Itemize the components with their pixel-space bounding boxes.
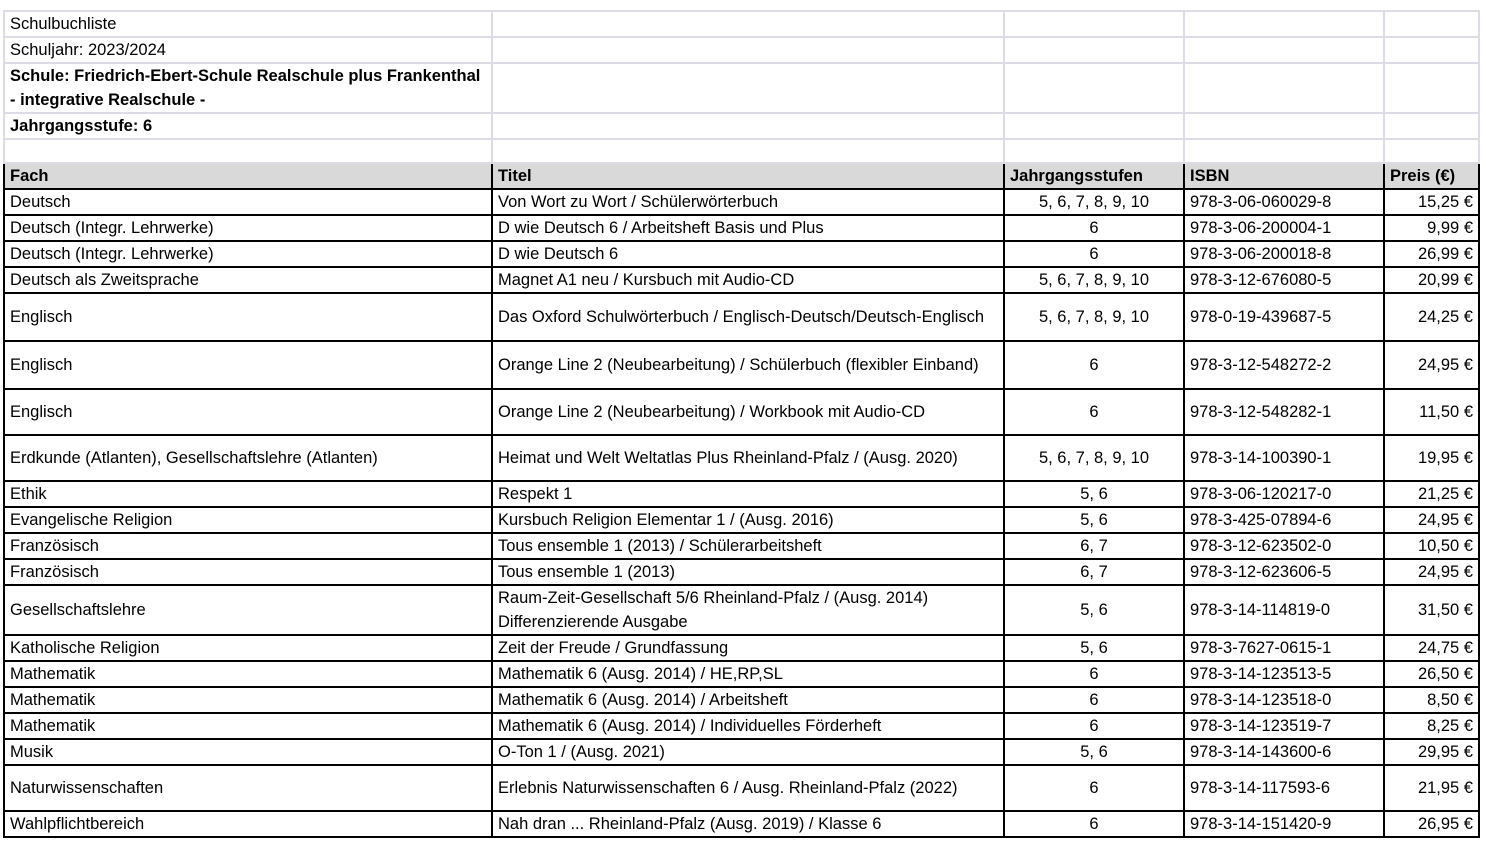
table-row xyxy=(4,687,1479,713)
cell-titel: Mathematik 6 (Ausg. 2014) / HE,RP,SL xyxy=(492,661,1004,687)
table-row xyxy=(4,739,1479,765)
cell-fach: Englisch xyxy=(4,341,492,389)
cell-titel: Raum-Zeit-Gesellschaft 5/6 Rheinland-Pfalz / (Ausg. 2014) Differenzierende Ausgabe xyxy=(492,585,1004,635)
table-row xyxy=(4,635,1479,661)
cell-jahrgang: 5, 6, 7, 8, 9, 10 xyxy=(1004,189,1184,215)
cell-preis: 21,25 € xyxy=(1384,481,1479,507)
cell-fach: Englisch xyxy=(4,293,492,341)
cell-isbn: 978-3-14-123518-0 xyxy=(1184,687,1384,713)
table-row xyxy=(4,267,1479,293)
cell-isbn: 978-3-14-143600-6 xyxy=(1184,739,1384,765)
meta-row-school xyxy=(4,63,1479,113)
cell-preis: 11,50 € xyxy=(1384,389,1479,435)
meta-row-grade xyxy=(4,113,1479,139)
table-row xyxy=(4,241,1479,267)
cell-preis: 24,75 € xyxy=(1384,635,1479,661)
list-title: Schulbuchliste xyxy=(4,11,492,37)
cell-isbn: 978-3-06-120217-0 xyxy=(1184,481,1384,507)
cell-jahrgang: 6 xyxy=(1004,341,1184,389)
header-isbn: ISBN xyxy=(1184,163,1384,189)
cell-preis: 24,95 € xyxy=(1384,507,1479,533)
cell-titel: Nah dran ... Rheinland-Pfalz (Ausg. 2019) / Klasse 6 xyxy=(492,811,1004,837)
cell-preis: 24,25 € xyxy=(1384,293,1479,341)
table-row xyxy=(4,293,1479,341)
table-row xyxy=(4,435,1479,481)
cell-preis: 29,95 € xyxy=(1384,739,1479,765)
cell-fach: Französisch xyxy=(4,533,492,559)
cell-preis: 24,95 € xyxy=(1384,341,1479,389)
cell-jahrgang: 5, 6 xyxy=(1004,507,1184,533)
cell-preis: 15,25 € xyxy=(1384,189,1479,215)
table-row xyxy=(4,713,1479,739)
cell-fach: Englisch xyxy=(4,389,492,435)
cell-fach: Deutsch xyxy=(4,189,492,215)
cell-fach: Französisch xyxy=(4,559,492,585)
cell-preis: 26,95 € xyxy=(1384,811,1479,837)
cell-jahrgang: 5, 6, 7, 8, 9, 10 xyxy=(1004,435,1184,481)
cell-fach: Gesellschaftslehre xyxy=(4,585,492,635)
cell-jahrgang: 6, 7 xyxy=(1004,559,1184,585)
cell-fach: Mathematik xyxy=(4,713,492,739)
cell-titel: Mathematik 6 (Ausg. 2014) / Arbeitsheft xyxy=(492,687,1004,713)
table-row xyxy=(4,341,1479,389)
cell-titel: Respekt 1 xyxy=(492,481,1004,507)
cell-isbn: 978-3-06-200004-1 xyxy=(1184,215,1384,241)
table-row xyxy=(4,765,1479,811)
school-year: Schuljahr: 2023/2024 xyxy=(4,37,492,63)
cell-titel: Tous ensemble 1 (2013) / Schülerarbeitsheft xyxy=(492,533,1004,559)
cell-jahrgang: 6 xyxy=(1004,241,1184,267)
cell-titel: D wie Deutsch 6 / Arbeitsheft Basis und Plus xyxy=(492,215,1004,241)
meta-row-empty xyxy=(4,139,1479,163)
meta-row-title xyxy=(4,11,1479,37)
cell-fach: Deutsch (Integr. Lehrwerke) xyxy=(4,215,492,241)
cell-jahrgang: 6 xyxy=(1004,713,1184,739)
table-row xyxy=(4,559,1479,585)
cell-jahrgang: 6 xyxy=(1004,687,1184,713)
cell-preis: 21,95 € xyxy=(1384,765,1479,811)
table-row xyxy=(4,811,1479,837)
cell-titel: Orange Line 2 (Neubearbeitung) / Schülerbuch (flexibler Einband) xyxy=(492,341,1004,389)
cell-isbn: 978-3-14-123519-7 xyxy=(1184,713,1384,739)
cell-titel: Mathematik 6 (Ausg. 2014) / Individuelles Förderheft xyxy=(492,713,1004,739)
cell-fach: Mathematik xyxy=(4,661,492,687)
cell-jahrgang: 5, 6 xyxy=(1004,585,1184,635)
cell-isbn: 978-3-06-200018-8 xyxy=(1184,241,1384,267)
cell-jahrgang: 5, 6 xyxy=(1004,635,1184,661)
table-row xyxy=(4,585,1479,635)
table-row xyxy=(4,481,1479,507)
table-row xyxy=(4,507,1479,533)
cell-isbn: 978-3-14-123513-5 xyxy=(1184,661,1384,687)
cell-isbn: 978-3-12-676080-5 xyxy=(1184,267,1384,293)
cell-titel: Zeit der Freude / Grundfassung xyxy=(492,635,1004,661)
cell-titel: Das Oxford Schulwörterbuch / Englisch-Deutsch/Deutsch-Englisch xyxy=(492,293,1004,341)
cell-fach: Musik xyxy=(4,739,492,765)
cell-jahrgang: 6 xyxy=(1004,215,1184,241)
table-row xyxy=(4,533,1479,559)
header-titel: Titel xyxy=(492,163,1004,189)
cell-titel: O-Ton 1 / (Ausg. 2021) xyxy=(492,739,1004,765)
meta-row-year xyxy=(4,37,1479,63)
cell-titel: Magnet A1 neu / Kursbuch mit Audio-CD xyxy=(492,267,1004,293)
table-row xyxy=(4,661,1479,687)
cell-fach: Deutsch als Zweitsprache xyxy=(4,267,492,293)
cell-isbn: 978-3-14-114819-0 xyxy=(1184,585,1384,635)
cell-titel: Erlebnis Naturwissenschaften 6 / Ausg. Rheinland-Pfalz (2022) xyxy=(492,765,1004,811)
cell-titel: D wie Deutsch 6 xyxy=(492,241,1004,267)
cell-titel: Von Wort zu Wort / Schülerwörterbuch xyxy=(492,189,1004,215)
cell-fach: Deutsch (Integr. Lehrwerke) xyxy=(4,241,492,267)
cell-isbn: 978-3-12-623606-5 xyxy=(1184,559,1384,585)
cell-jahrgang: 6 xyxy=(1004,811,1184,837)
cell-jahrgang: 6 xyxy=(1004,765,1184,811)
cell-isbn: 978-0-19-439687-5 xyxy=(1184,293,1384,341)
cell-preis: 26,50 € xyxy=(1384,661,1479,687)
cell-titel: Heimat und Welt Weltatlas Plus Rheinland-Pfalz / (Ausg. 2020) xyxy=(492,435,1004,481)
cell-preis: 8,50 € xyxy=(1384,687,1479,713)
cell-titel: Kursbuch Religion Elementar 1 / (Ausg. 2016) xyxy=(492,507,1004,533)
cell-preis: 31,50 € xyxy=(1384,585,1479,635)
header-fach: Fach xyxy=(4,163,492,189)
cell-jahrgang: 5, 6 xyxy=(1004,481,1184,507)
table-row xyxy=(4,389,1479,435)
cell-fach: Naturwissenschaften xyxy=(4,765,492,811)
cell-fach: Mathematik xyxy=(4,687,492,713)
cell-jahrgang: 6 xyxy=(1004,389,1184,435)
cell-preis: 19,95 € xyxy=(1384,435,1479,481)
grade-level: Jahrgangsstufe: 6 xyxy=(4,113,492,139)
table-row xyxy=(4,215,1479,241)
header-preis: Preis (€) xyxy=(1384,163,1479,189)
cell-isbn: 978-3-7627-0615-1 xyxy=(1184,635,1384,661)
cell-titel: Orange Line 2 (Neubearbeitung) / Workbook mit Audio-CD xyxy=(492,389,1004,435)
table-header-row xyxy=(4,163,1479,189)
cell-isbn: 978-3-14-100390-1 xyxy=(1184,435,1384,481)
cell-jahrgang: 5, 6, 7, 8, 9, 10 xyxy=(1004,267,1184,293)
cell-fach: Katholische Religion xyxy=(4,635,492,661)
cell-preis: 8,25 € xyxy=(1384,713,1479,739)
cell-titel: Tous ensemble 1 (2013) xyxy=(492,559,1004,585)
book-list-table xyxy=(3,10,1480,838)
cell-isbn: 978-3-14-151420-9 xyxy=(1184,811,1384,837)
cell-preis: 9,99 € xyxy=(1384,215,1479,241)
cell-jahrgang: 5, 6, 7, 8, 9, 10 xyxy=(1004,293,1184,341)
cell-preis: 24,95 € xyxy=(1384,559,1479,585)
cell-preis: 26,99 € xyxy=(1384,241,1479,267)
school-name: Schule: Friedrich-Ebert-Schule Realschule plus Frankenthal - integrative Realschule - xyxy=(4,63,492,113)
header-jahrgang: Jahrgangsstufen xyxy=(1004,163,1184,189)
cell-fach: Ethik xyxy=(4,481,492,507)
cell-isbn: 978-3-06-060029-8 xyxy=(1184,189,1384,215)
cell-isbn: 978-3-425-07894-6 xyxy=(1184,507,1384,533)
cell-preis: 20,99 € xyxy=(1384,267,1479,293)
cell-fach: Erdkunde (Atlanten), Gesellschaftslehre (Atlanten) xyxy=(4,435,492,481)
cell-jahrgang: 6, 7 xyxy=(1004,533,1184,559)
cell-isbn: 978-3-14-117593-6 xyxy=(1184,765,1384,811)
cell-isbn: 978-3-12-548272-2 xyxy=(1184,341,1384,389)
cell-preis: 10,50 € xyxy=(1384,533,1479,559)
cell-isbn: 978-3-12-623502-0 xyxy=(1184,533,1384,559)
cell-fach: Evangelische Religion xyxy=(4,507,492,533)
cell-fach: Wahlpflichtbereich xyxy=(4,811,492,837)
cell-jahrgang: 6 xyxy=(1004,661,1184,687)
cell-isbn: 978-3-12-548282-1 xyxy=(1184,389,1384,435)
cell-jahrgang: 5, 6 xyxy=(1004,739,1184,765)
table-row xyxy=(4,189,1479,215)
